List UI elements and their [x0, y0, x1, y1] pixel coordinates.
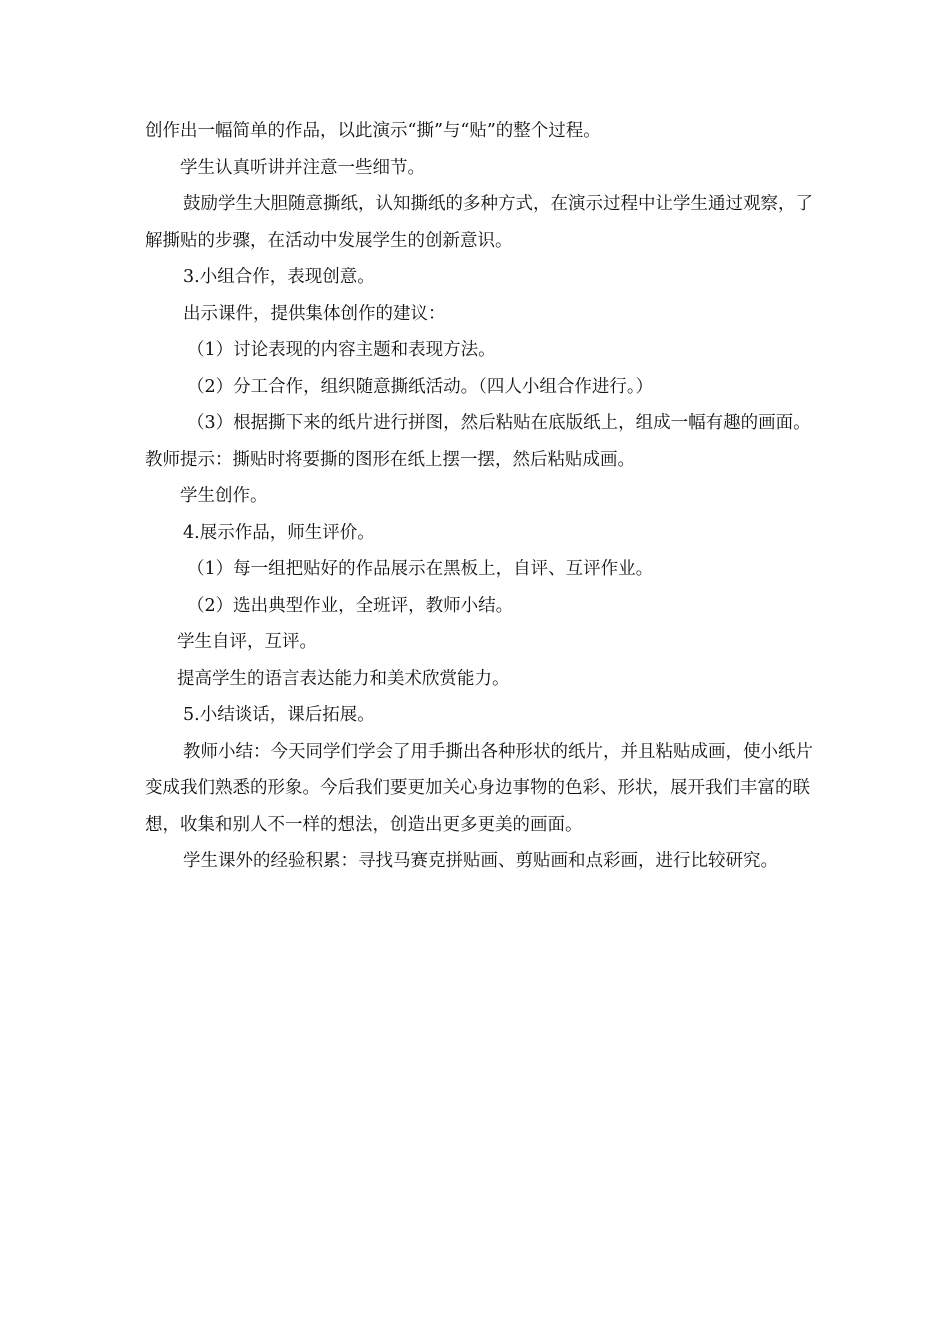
list-item-3: （3）根据撕下来的纸片进行拼图，然后粘贴在底版纸上，组成一幅有趣的画面。教师提示：撕贴时将要撕的图形在纸上摆一摆，然后粘贴成画。 — [145, 413, 811, 470]
paragraph-encourage-tearing: 鼓励学生大胆随意撕纸，认知撕纸的多种方式，在演示过程中让学生通过观察，了解撕贴的步骤，在活动中发展学生的创新意识。 — [145, 194, 813, 251]
section-heading-3: 3.小组合作，表现创意。 — [183, 267, 375, 287]
paragraph-improve-ability: 提高学生的语言表达能力和美术欣赏能力。 — [177, 668, 510, 689]
list-item-1: （1）讨论表现的内容主题和表现方法。 — [187, 340, 496, 360]
paragraph-self-evaluation: 学生自评，互评。 — [177, 632, 317, 652]
paragraph-teacher-summary: 教师小结：今天同学们学会了用手撕出各种形状的纸片，并且粘贴成画，使小纸片变成我们熟悉的形象。今后我们要更加关心身边事物的色彩、形状，展开我们丰富的联想，收集和别人不一样的想法，创造出更多更美的画面。 — [145, 741, 813, 835]
list-item-display-2: （2）选出典型作业，全班评，教师小结。 — [187, 595, 514, 616]
list-item-display-1: （1）每一组把贴好的作品展示在黑板上，自评、互评作业。 — [187, 559, 654, 579]
section-heading-4: 4.展示作品，师生评价。 — [183, 522, 375, 543]
list-item-2: （2）分工合作，组织随意撕纸活动。（四人小组合作进行。） — [187, 376, 654, 397]
paragraph-continuation: 创作出一幅简单的作品，以此演示“撕”与“贴”的整个过程。 — [145, 121, 601, 141]
paragraph-show-courseware: 出示课件，提供集体创作的建议： — [183, 303, 446, 324]
paragraph-student-create: 学生创作。 — [180, 486, 268, 506]
paragraph-extracurricular: 学生课外的经验积累：寻找马赛克拼贴画、剪贴画和点彩画，进行比较研究。 — [183, 851, 778, 871]
section-heading-5: 5.小结谈话，课后拓展。 — [183, 705, 375, 725]
paragraph-student-listening: 学生认真听讲并注意一些细节。 — [180, 157, 425, 178]
document-body — [145, 113, 815, 880]
